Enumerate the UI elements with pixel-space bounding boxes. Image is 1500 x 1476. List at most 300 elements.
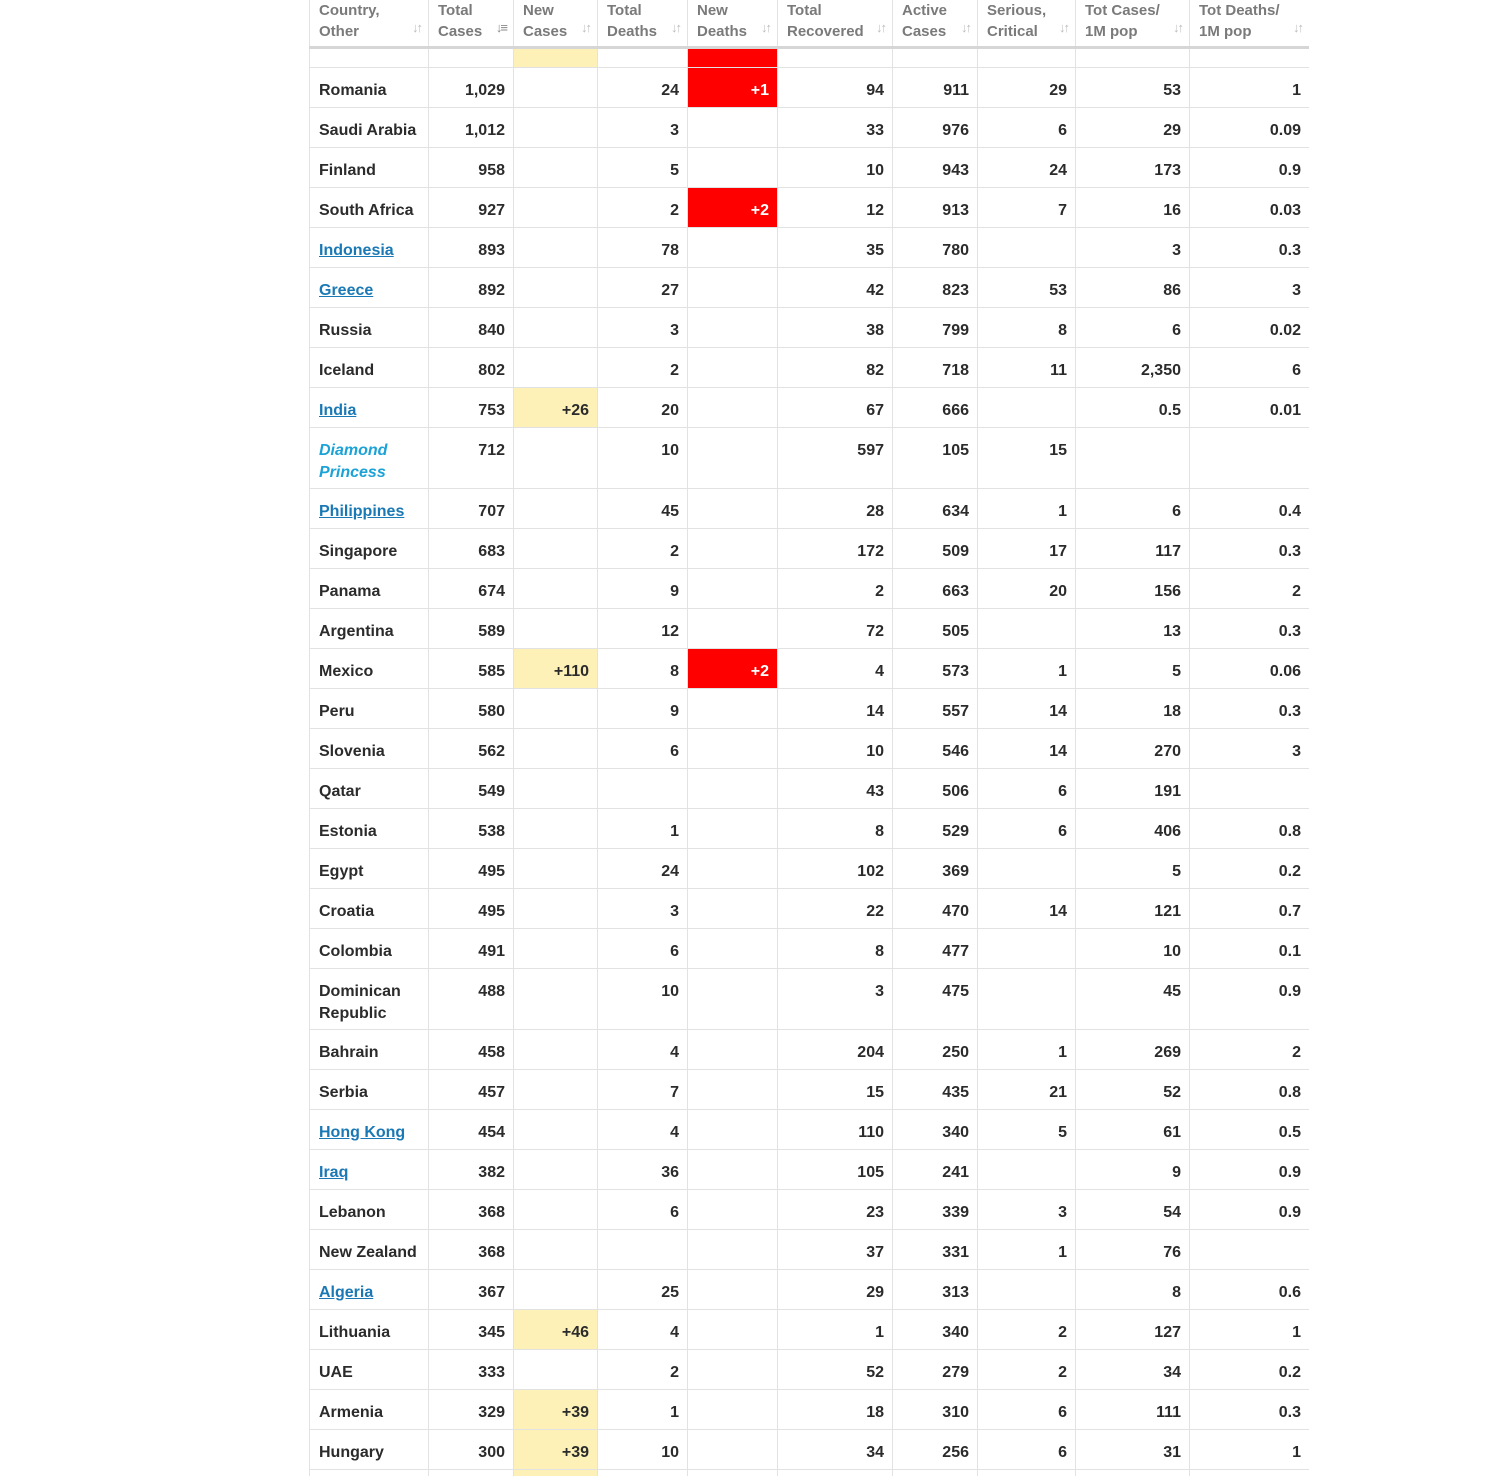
table-cell-partial xyxy=(778,1470,893,1476)
cases-per-1m-cell: 406 xyxy=(1076,809,1190,849)
table-cell-partial xyxy=(778,48,893,68)
table-cell-partial xyxy=(1190,1470,1310,1476)
total-deaths-cell: 2 xyxy=(598,1350,688,1390)
table-row xyxy=(310,689,1310,729)
serious-critical-cell: 5 xyxy=(978,1110,1076,1150)
total-deaths-cell: 4 xyxy=(598,1110,688,1150)
total-deaths-cell: 25 xyxy=(598,1270,688,1310)
deaths-per-1m-cell: 1 xyxy=(1190,1430,1310,1470)
new-cases-cell xyxy=(514,729,598,769)
table-cell-partial xyxy=(429,48,514,68)
active-cases-cell: 313 xyxy=(893,1270,978,1310)
total-recovered-cell: 2 xyxy=(778,569,893,609)
serious-critical-cell: 20 xyxy=(978,569,1076,609)
country-cell xyxy=(310,1390,429,1430)
country-cell[interactable] xyxy=(310,1270,429,1310)
header-label-line2: 1M pop xyxy=(1085,23,1138,40)
active-cases-cell: 339 xyxy=(893,1190,978,1230)
country-name: Romania xyxy=(319,82,387,99)
table-row xyxy=(310,388,1310,428)
country-cell xyxy=(310,889,429,929)
total-cases-cell: 712 xyxy=(429,428,514,489)
country-name: New Zealand xyxy=(319,1244,417,1261)
new-cases-cell xyxy=(514,1270,598,1310)
sort-icon[interactable]: ↓↑ xyxy=(1293,20,1302,35)
total-cases-cell: 1,029 xyxy=(429,68,514,108)
table-row xyxy=(310,849,1310,889)
column-header-deaths-per-1m[interactable] xyxy=(1190,0,1310,48)
serious-critical-cell xyxy=(978,388,1076,428)
country-cell[interactable] xyxy=(310,1110,429,1150)
total-cases-cell: 549 xyxy=(429,769,514,809)
deaths-per-1m-cell: 3 xyxy=(1190,729,1310,769)
active-cases-cell: 505 xyxy=(893,609,978,649)
country-name: Colombia xyxy=(319,943,392,960)
table-cell-partial xyxy=(978,1470,1076,1476)
total-cases-cell: 958 xyxy=(429,148,514,188)
total-cases-cell: 368 xyxy=(429,1230,514,1270)
country-stats-table xyxy=(309,0,1309,1476)
new-deaths-cell xyxy=(688,1190,778,1230)
total-recovered-cell: 110 xyxy=(778,1110,893,1150)
new-deaths-cell xyxy=(688,148,778,188)
country-name: Mexico xyxy=(319,663,374,680)
serious-critical-cell: 3 xyxy=(978,1190,1076,1230)
new-cases-cell xyxy=(514,308,598,348)
serious-critical-cell xyxy=(978,969,1076,1030)
active-cases-cell: 573 xyxy=(893,649,978,689)
total-cases-cell: 458 xyxy=(429,1030,514,1070)
country-name: Dominican Republic xyxy=(319,983,401,1022)
serious-critical-cell xyxy=(978,849,1076,889)
cases-per-1m-cell: 117 xyxy=(1076,529,1190,569)
new-cases-cell: +39 xyxy=(514,1430,598,1470)
country-name: Iceland xyxy=(319,362,375,379)
country-link[interactable]: India xyxy=(319,402,357,419)
table-cell-partial xyxy=(688,1470,778,1476)
deaths-per-1m-cell: 0.02 xyxy=(1190,308,1310,348)
country-cell xyxy=(310,529,429,569)
country-cell xyxy=(310,609,429,649)
new-cases-cell xyxy=(514,268,598,308)
country-link[interactable]: Iraq xyxy=(319,1164,349,1181)
new-deaths-cell xyxy=(688,308,778,348)
deaths-per-1m-cell: 0.9 xyxy=(1190,148,1310,188)
country-cell xyxy=(310,148,429,188)
deaths-per-1m-cell: 0.8 xyxy=(1190,1070,1310,1110)
country-name: Argentina xyxy=(319,623,394,640)
total-recovered-cell: 1 xyxy=(778,1310,893,1350)
serious-critical-cell xyxy=(978,228,1076,268)
table-row xyxy=(310,809,1310,849)
table-row xyxy=(310,108,1310,148)
active-cases-cell: 369 xyxy=(893,849,978,889)
new-deaths-cell xyxy=(688,489,778,529)
total-cases-cell: 562 xyxy=(429,729,514,769)
column-header-label xyxy=(438,0,491,46)
column-header-new-deaths[interactable] xyxy=(688,0,778,48)
country-name: Croatia xyxy=(319,903,375,920)
total-cases-cell: 538 xyxy=(429,809,514,849)
table-row xyxy=(310,1030,1310,1070)
active-cases-cell: 340 xyxy=(893,1110,978,1150)
country-cell[interactable] xyxy=(310,388,429,428)
country-name: Bahrain xyxy=(319,1044,379,1061)
cases-per-1m-cell: 269 xyxy=(1076,1030,1190,1070)
deaths-per-1m-cell: 0.1 xyxy=(1190,929,1310,969)
active-cases-cell: 435 xyxy=(893,1070,978,1110)
serious-critical-cell: 7 xyxy=(978,188,1076,228)
new-deaths-cell xyxy=(688,569,778,609)
total-deaths-cell: 3 xyxy=(598,889,688,929)
country-cell xyxy=(310,1430,429,1470)
total-deaths-cell: 24 xyxy=(598,68,688,108)
cases-per-1m-cell: 52 xyxy=(1076,1070,1190,1110)
serious-critical-cell: 53 xyxy=(978,268,1076,308)
active-cases-cell: 310 xyxy=(893,1390,978,1430)
serious-critical-cell: 6 xyxy=(978,108,1076,148)
total-recovered-cell: 3 xyxy=(778,969,893,1030)
new-deaths-cell: +2 xyxy=(688,188,778,228)
country-cell xyxy=(310,348,429,388)
total-deaths-cell: 12 xyxy=(598,609,688,649)
cases-per-1m-cell: 3 xyxy=(1076,228,1190,268)
active-cases-cell: 506 xyxy=(893,769,978,809)
new-deaths-cell xyxy=(688,228,778,268)
active-cases-cell: 911 xyxy=(893,68,978,108)
total-cases-cell: 457 xyxy=(429,1070,514,1110)
cases-per-1m-cell xyxy=(1076,428,1190,489)
sort-icon[interactable]: ↓↑ xyxy=(671,20,680,35)
total-cases-cell: 345 xyxy=(429,1310,514,1350)
new-cases-cell: +39 xyxy=(514,1390,598,1430)
table-row xyxy=(310,1110,1310,1150)
country-cell xyxy=(310,1310,429,1350)
total-cases-cell: 491 xyxy=(429,929,514,969)
total-deaths-cell: 7 xyxy=(598,1070,688,1110)
deaths-per-1m-cell: 6 xyxy=(1190,348,1310,388)
column-header-new-cases[interactable] xyxy=(514,0,598,48)
country-cell[interactable] xyxy=(310,1150,429,1190)
table-row xyxy=(310,649,1310,689)
total-deaths-cell: 1 xyxy=(598,1390,688,1430)
total-cases-cell: 454 xyxy=(429,1110,514,1150)
active-cases-cell: 780 xyxy=(893,228,978,268)
sort-icon[interactable]: ↓↑ xyxy=(1173,20,1182,35)
column-header-serious-critical[interactable] xyxy=(978,0,1076,48)
new-cases-cell xyxy=(514,348,598,388)
total-deaths-cell: 4 xyxy=(598,1030,688,1070)
new-cases-cell xyxy=(514,809,598,849)
total-cases-cell: 892 xyxy=(429,268,514,308)
serious-critical-cell xyxy=(978,1270,1076,1310)
table-cell-partial xyxy=(893,1470,978,1476)
country-cell xyxy=(310,1350,429,1390)
active-cases-cell: 823 xyxy=(893,268,978,308)
new-cases-cell xyxy=(514,1190,598,1230)
country-name: Finland xyxy=(319,162,376,179)
total-deaths-cell: 6 xyxy=(598,929,688,969)
header-label-line2: Recovered xyxy=(787,23,864,40)
total-deaths-cell: 20 xyxy=(598,388,688,428)
active-cases-cell: 256 xyxy=(893,1430,978,1470)
total-deaths-cell: 8 xyxy=(598,649,688,689)
table-row xyxy=(310,148,1310,188)
serious-critical-cell: 17 xyxy=(978,529,1076,569)
deaths-per-1m-cell: 0.6 xyxy=(1190,1270,1310,1310)
total-cases-cell: 840 xyxy=(429,308,514,348)
country-link[interactable]: Indonesia xyxy=(319,242,394,259)
serious-critical-cell: 11 xyxy=(978,348,1076,388)
new-cases-cell xyxy=(514,148,598,188)
country-cell xyxy=(310,1070,429,1110)
active-cases-cell: 340 xyxy=(893,1310,978,1350)
column-header-active-cases[interactable] xyxy=(893,0,978,48)
cases-per-1m-cell: 45 xyxy=(1076,969,1190,1030)
total-deaths-cell: 36 xyxy=(598,1150,688,1190)
total-deaths-cell xyxy=(598,1230,688,1270)
serious-critical-cell: 14 xyxy=(978,889,1076,929)
deaths-per-1m-cell: 0.7 xyxy=(1190,889,1310,929)
column-header-label xyxy=(523,0,575,46)
column-header-label xyxy=(787,0,870,46)
sort-icon[interactable]: ↓↑ xyxy=(961,20,970,35)
total-cases-cell: 367 xyxy=(429,1270,514,1310)
cases-per-1m-cell: 6 xyxy=(1076,308,1190,348)
total-recovered-cell: 33 xyxy=(778,108,893,148)
total-cases-cell: 893 xyxy=(429,228,514,268)
column-header-label xyxy=(1085,0,1167,46)
country-cell xyxy=(310,68,429,108)
new-deaths-cell xyxy=(688,809,778,849)
table-row xyxy=(310,569,1310,609)
active-cases-cell: 331 xyxy=(893,1230,978,1270)
active-cases-cell: 529 xyxy=(893,809,978,849)
total-deaths-cell: 3 xyxy=(598,308,688,348)
serious-critical-cell: 14 xyxy=(978,689,1076,729)
deaths-per-1m-cell: 0.9 xyxy=(1190,1190,1310,1230)
active-cases-cell: 634 xyxy=(893,489,978,529)
deaths-per-1m-cell: 3 xyxy=(1190,268,1310,308)
total-recovered-cell: 8 xyxy=(778,809,893,849)
column-header-total-cases[interactable] xyxy=(429,0,514,48)
table-header xyxy=(310,0,1310,48)
new-deaths-cell xyxy=(688,1270,778,1310)
header-label-line2: Critical xyxy=(987,23,1038,40)
country-cell xyxy=(310,649,429,689)
header-label-line2: Cases xyxy=(523,23,568,40)
country-cell xyxy=(310,1230,429,1270)
deaths-per-1m-cell xyxy=(1190,428,1310,489)
country-cell[interactable] xyxy=(310,489,429,529)
serious-critical-cell: 6 xyxy=(978,1390,1076,1430)
total-deaths-cell: 10 xyxy=(598,428,688,489)
total-recovered-cell: 42 xyxy=(778,268,893,308)
table-cell-partial xyxy=(514,48,598,68)
serious-critical-cell: 6 xyxy=(978,1430,1076,1470)
cases-per-1m-cell: 111 xyxy=(1076,1390,1190,1430)
cases-per-1m-cell: 270 xyxy=(1076,729,1190,769)
table-cell-partial xyxy=(310,1470,429,1476)
deaths-per-1m-cell: 0.2 xyxy=(1190,1350,1310,1390)
total-deaths-cell: 2 xyxy=(598,348,688,388)
new-cases-cell xyxy=(514,68,598,108)
total-deaths-cell xyxy=(598,769,688,809)
cases-per-1m-cell: 173 xyxy=(1076,148,1190,188)
sort-icon[interactable]: ↓↑ xyxy=(876,20,885,35)
sort-icon[interactable]: ↓↑ xyxy=(1059,20,1068,35)
new-cases-cell: +110 xyxy=(514,649,598,689)
deaths-per-1m-cell: 0.3 xyxy=(1190,689,1310,729)
country-cell[interactable] xyxy=(310,268,429,308)
deaths-per-1m-cell: 0.3 xyxy=(1190,228,1310,268)
active-cases-cell: 557 xyxy=(893,689,978,729)
country-link[interactable]: Hong Kong xyxy=(319,1124,406,1141)
total-recovered-cell: 28 xyxy=(778,489,893,529)
header-label-line1: Total xyxy=(438,2,473,19)
active-cases-cell: 943 xyxy=(893,148,978,188)
total-deaths-cell: 10 xyxy=(598,1430,688,1470)
new-deaths-cell xyxy=(688,268,778,308)
deaths-per-1m-cell: 0.3 xyxy=(1190,609,1310,649)
header-label-line2: Cases xyxy=(438,23,483,40)
deaths-per-1m-cell: 0.5 xyxy=(1190,1110,1310,1150)
sort-icon[interactable]: ↓↑ xyxy=(761,20,770,35)
country-name: Lithuania xyxy=(319,1324,391,1341)
table-cell-partial xyxy=(893,48,978,68)
total-deaths-cell: 10 xyxy=(598,969,688,1030)
total-deaths-cell: 27 xyxy=(598,268,688,308)
table-cell-partial xyxy=(1190,48,1310,68)
total-cases-cell: 802 xyxy=(429,348,514,388)
new-deaths-cell xyxy=(688,1310,778,1350)
cases-per-1m-cell: 8 xyxy=(1076,1270,1190,1310)
column-header-label xyxy=(902,0,955,46)
column-header-cases-per-1m[interactable] xyxy=(1076,0,1190,48)
deaths-per-1m-cell: 0.4 xyxy=(1190,489,1310,529)
header-label-line1: Country, xyxy=(319,2,380,19)
serious-critical-cell: 21 xyxy=(978,1070,1076,1110)
active-cases-cell: 546 xyxy=(893,729,978,769)
country-cell xyxy=(310,689,429,729)
cases-per-1m-cell: 18 xyxy=(1076,689,1190,729)
header-label-line2: Other xyxy=(319,23,360,40)
sort-desc-icon[interactable]: ↓≡ xyxy=(495,20,506,35)
country-name: Slovenia xyxy=(319,743,385,760)
cases-per-1m-cell: 0.5 xyxy=(1076,388,1190,428)
total-deaths-cell: 24 xyxy=(598,849,688,889)
column-header-label xyxy=(987,0,1053,46)
column-header-label xyxy=(1199,0,1287,46)
deaths-per-1m-cell: 0.09 xyxy=(1190,108,1310,148)
header-label-line2: Deaths xyxy=(697,23,748,40)
total-recovered-cell: 43 xyxy=(778,769,893,809)
sort-icon[interactable]: ↓↑ xyxy=(412,20,421,35)
column-header-label xyxy=(607,0,665,46)
total-cases-cell: 300 xyxy=(429,1430,514,1470)
country-link[interactable]: Philippines xyxy=(319,503,405,520)
header-label-line2: Deaths xyxy=(607,23,658,40)
column-header-country[interactable] xyxy=(310,0,429,48)
new-cases-cell xyxy=(514,689,598,729)
cases-per-1m-cell: 76 xyxy=(1076,1230,1190,1270)
column-header-total-recovered[interactable] xyxy=(778,0,893,48)
total-cases-cell: 488 xyxy=(429,969,514,1030)
new-deaths-cell xyxy=(688,1430,778,1470)
total-deaths-cell: 5 xyxy=(598,148,688,188)
cases-per-1m-cell: 86 xyxy=(1076,268,1190,308)
total-cases-cell: 1,012 xyxy=(429,108,514,148)
new-cases-cell xyxy=(514,1030,598,1070)
header-label-line1: Active xyxy=(902,2,948,19)
table-cell-partial xyxy=(514,1470,598,1476)
header-label-line1: New xyxy=(523,2,554,19)
table-row xyxy=(310,1150,1310,1190)
table-row xyxy=(310,969,1310,1030)
country-cell xyxy=(310,308,429,348)
new-deaths-cell xyxy=(688,689,778,729)
new-deaths-cell xyxy=(688,1110,778,1150)
table-cell-partial xyxy=(429,1470,514,1476)
table-cell-partial xyxy=(978,48,1076,68)
table-body xyxy=(310,48,1310,1476)
column-header-label xyxy=(697,0,755,46)
country-link[interactable]: Algeria xyxy=(319,1284,374,1301)
total-recovered-cell: 204 xyxy=(778,1030,893,1070)
new-deaths-cell xyxy=(688,1030,778,1070)
header-label-line2: Cases xyxy=(902,23,947,40)
total-recovered-cell: 35 xyxy=(778,228,893,268)
country-cell[interactable] xyxy=(310,228,429,268)
new-cases-cell xyxy=(514,969,598,1030)
total-cases-cell: 329 xyxy=(429,1390,514,1430)
new-cases-cell: +46 xyxy=(514,1310,598,1350)
new-deaths-cell xyxy=(688,529,778,569)
cases-per-1m-cell: 127 xyxy=(1076,1310,1190,1350)
total-cases-cell: 368 xyxy=(429,1190,514,1230)
country-name: South Africa xyxy=(319,202,414,219)
column-header-label xyxy=(319,0,406,46)
total-recovered-cell: 82 xyxy=(778,348,893,388)
country-name: Lebanon xyxy=(319,1204,386,1221)
country-link[interactable]: Greece xyxy=(319,282,374,299)
total-recovered-cell: 67 xyxy=(778,388,893,428)
new-deaths-cell xyxy=(688,769,778,809)
cases-per-1m-cell: 31 xyxy=(1076,1430,1190,1470)
column-header-total-deaths[interactable] xyxy=(598,0,688,48)
country-name: Egypt xyxy=(319,863,364,880)
deaths-per-1m-cell: 2 xyxy=(1190,569,1310,609)
total-recovered-cell: 18 xyxy=(778,1390,893,1430)
active-cases-cell: 663 xyxy=(893,569,978,609)
serious-critical-cell xyxy=(978,929,1076,969)
total-deaths-cell: 6 xyxy=(598,1190,688,1230)
table-row xyxy=(310,228,1310,268)
serious-critical-cell: 1 xyxy=(978,649,1076,689)
total-recovered-cell: 8 xyxy=(778,929,893,969)
header-row xyxy=(310,0,1310,48)
table-row xyxy=(310,1070,1310,1110)
country-name: Serbia xyxy=(319,1084,368,1101)
sort-icon[interactable]: ↓↑ xyxy=(581,20,590,35)
serious-critical-cell xyxy=(978,609,1076,649)
new-cases-cell xyxy=(514,228,598,268)
cases-per-1m-cell: 5 xyxy=(1076,649,1190,689)
table-cell-partial xyxy=(1076,1470,1190,1476)
new-deaths-cell xyxy=(688,849,778,889)
active-cases-cell: 799 xyxy=(893,308,978,348)
total-recovered-cell: 172 xyxy=(778,529,893,569)
